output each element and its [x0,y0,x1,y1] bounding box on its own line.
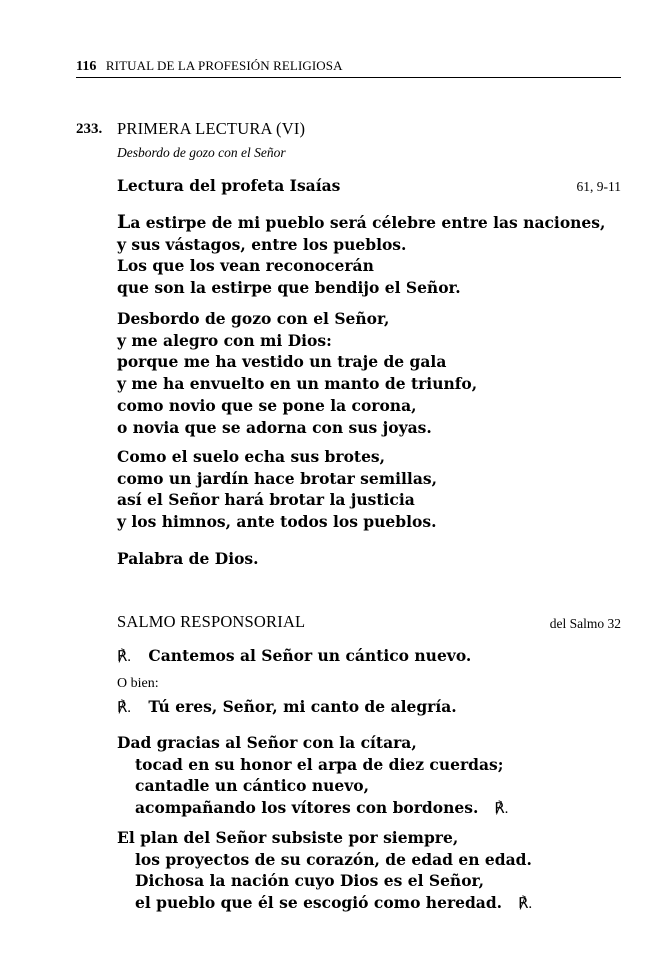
response-text: Cantemos al Señor un cántico nuevo. [148,646,472,665]
section-subtitle: Desbordo de gozo con el Señor [117,145,286,160]
verse-line: Como el suelo echa sus brotes, [117,447,386,466]
verse-line: que son la estirpe que bendijo el Señor. [117,278,461,298]
response-symbol: ℟. [494,801,509,818]
verse-line [117,797,508,821]
verse-line-rest: a estirpe de mi pueblo será célebre entre las naciones, [130,213,606,232]
response-symbol: ℟. [518,896,533,913]
response-text: Tú eres, Señor, mi canto de alegría. [148,697,457,716]
or-label: O bien: [117,676,159,691]
section-title: PRIMERA LECTURA (VI) [117,119,306,138]
psalm-response-2 [117,697,457,717]
response-symbol: ℟. [117,700,132,716]
psalm-reference: del Salmo 32 [549,616,621,631]
verse-line: cantadle un cántico nuevo, [135,776,369,796]
reading-stanza-2 [117,308,477,438]
verse-line [117,212,605,234]
verse-line: tocad en su honor el arpa de diez cuerdas; [135,754,504,774]
reading-stanza-1 [117,212,605,299]
verse-line: y me alegro con mi Dios: [117,330,332,350]
verse-line: o novia que se adorna con sus joyas. [117,417,432,437]
verse-line: los proyectos de su corazón, de edad en edad. [135,849,532,869]
reading-reference: 61, 9-11 [576,179,621,194]
verse-line: porque me ha vestido un traje de gala [117,352,447,372]
reading-closing: Palabra de Dios. [117,549,259,568]
verse-line: El plan del Señor subsiste por siempre, [117,828,459,847]
verse-text: acompañando los vítores con bordones. [135,798,479,818]
verse-line: Dad gracias al Señor con la cítara, [117,733,417,752]
psalm-stanza-2 [117,827,532,916]
reading-stanza-3 [117,446,437,533]
verse-text: el pueblo que él se escogió como heredad. [135,893,503,913]
verse-line: Los que los vean reconocerán [117,256,374,276]
verse-line: Dichosa la nación cuyo Dios es el Señor, [135,871,484,891]
verse-line: como un jardín hace brotar semillas, [117,468,437,488]
running-title: RITUAL DE LA PROFESIÓN RELIGIOSA [105,58,343,73]
verse-line: y sus vástagos, entre los pueblos. [117,234,407,254]
section-number: 233. [76,121,103,137]
verse-line: así el Señor hará brotar la justicia [117,490,415,510]
verse-line: y los himnos, ante todos los pueblos. [117,512,437,532]
psalm-response-1 [117,646,471,666]
verse-line: y me ha envuelto en un manto de triunfo, [117,374,478,394]
page-number: 116 [76,59,97,74]
psalm-stanza-1 [117,732,508,821]
verse-line: Desbordo de gozo con el Señor, [117,309,390,328]
response-symbol: ℟. [117,649,132,665]
drop-cap: L [117,211,131,233]
verse-line: como novio que se pone la corona, [117,395,417,415]
psalm-title: SALMO RESPONSORIAL [117,612,306,631]
verse-line [117,892,532,916]
running-header [76,58,621,78]
reading-title: Lectura del profeta Isaías [117,176,341,195]
